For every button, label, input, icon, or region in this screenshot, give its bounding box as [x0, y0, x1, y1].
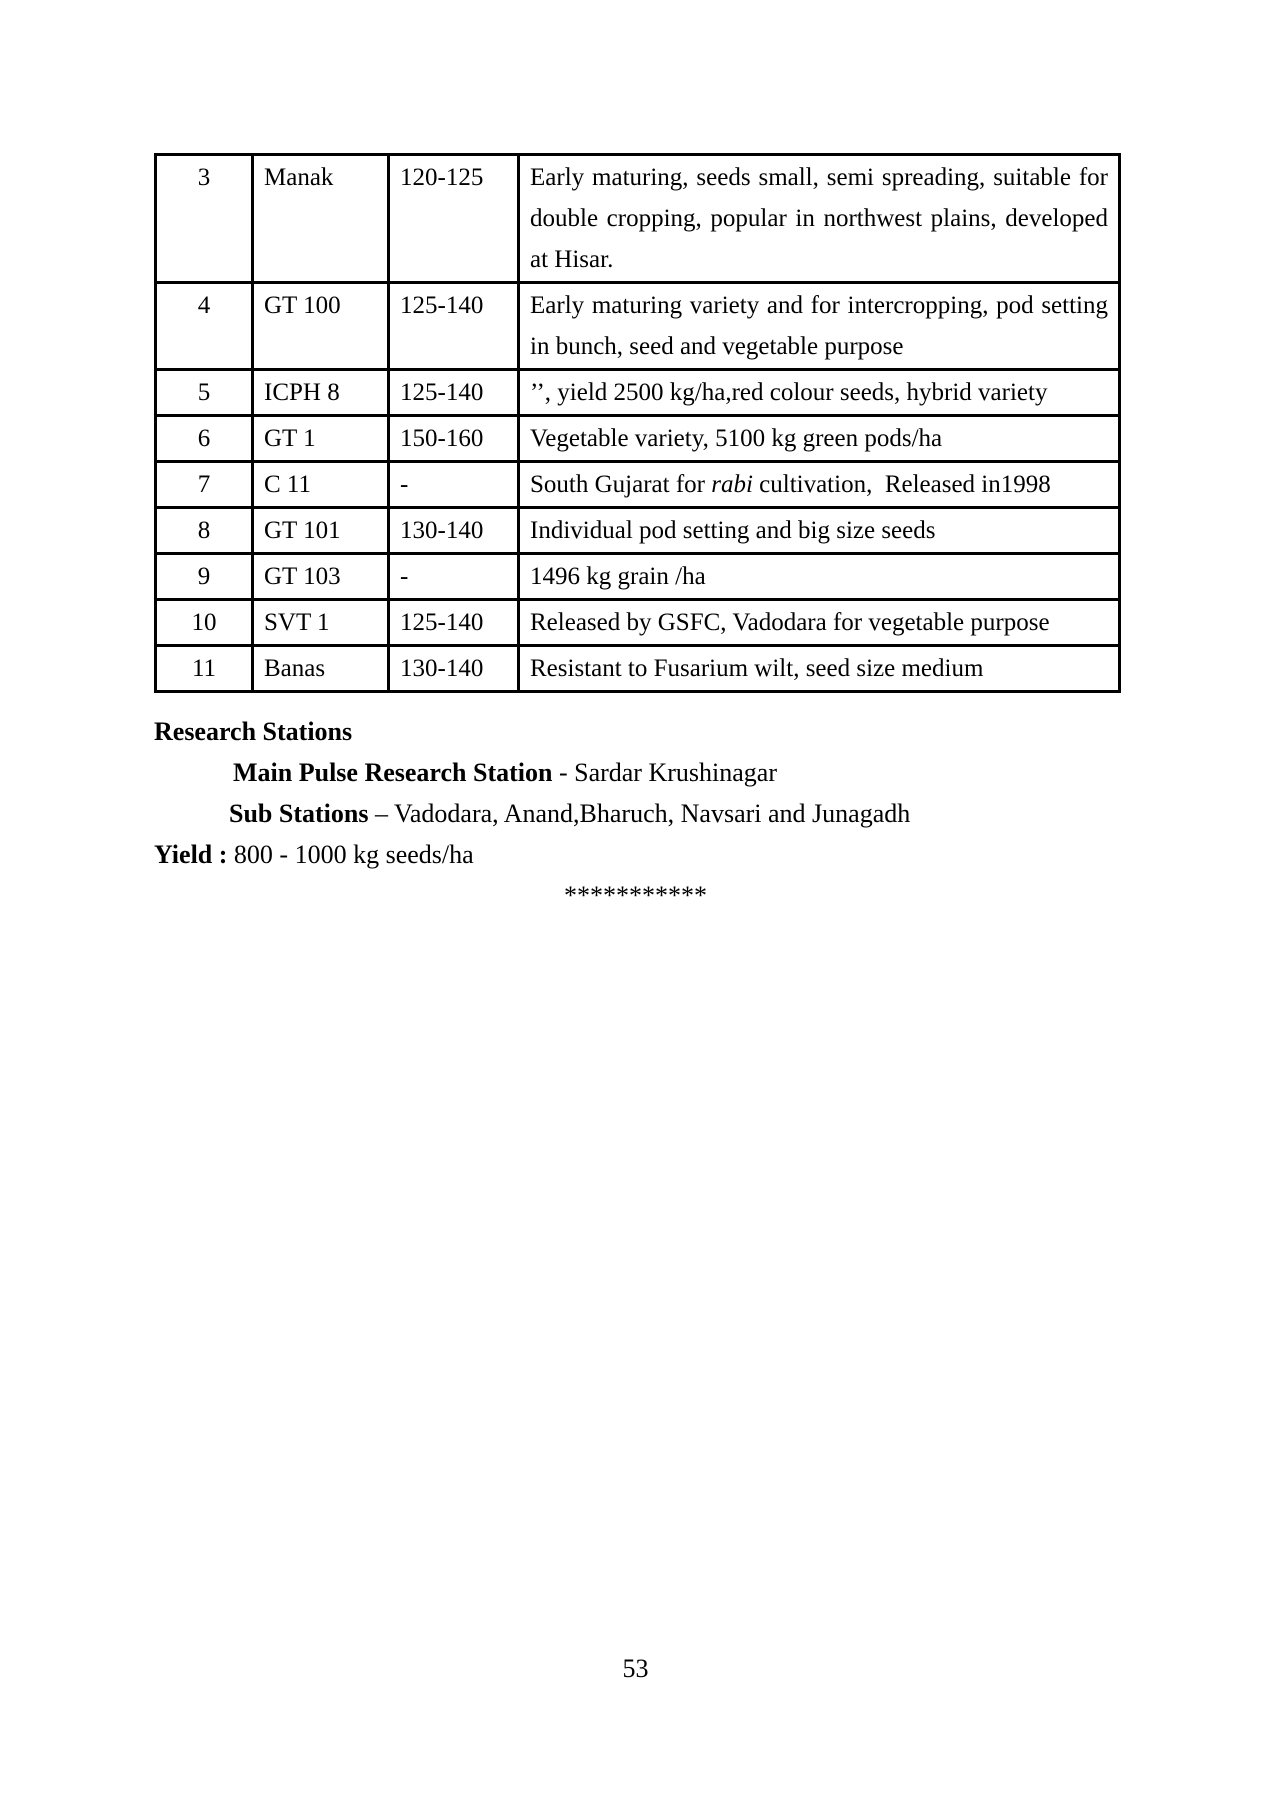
variety-name-cell: Banas [253, 646, 389, 692]
table-row [156, 155, 1120, 283]
duration-cell: 130-140 [389, 508, 519, 554]
main-station-line [154, 752, 1117, 793]
serial-number-cell: 10 [156, 600, 253, 646]
serial-number-cell: 5 [156, 370, 253, 416]
description-cell: Released by GSFC, Vadodara for vegetable purpose [519, 600, 1120, 646]
description-cell: 1496 kg grain /ha [519, 554, 1120, 600]
variety-name-cell: C 11 [253, 462, 389, 508]
page-number: 53 [622, 1654, 649, 1683]
description-cell: Individual pod setting and big size seeds [519, 508, 1120, 554]
description-cell: South Gujarat for rabi cultivation, Released in1998 [519, 462, 1120, 508]
duration-cell: 125-140 [389, 370, 519, 416]
table-row [156, 370, 1120, 416]
main-station-value: - Sardar Krushinagar [552, 758, 777, 787]
sub-stations-value: – Vadodara, Anand,Bharuch, Navsari and Junagadh [368, 799, 911, 828]
serial-number-cell: 8 [156, 508, 253, 554]
description-cell: ’’, yield 2500 kg/ha,red colour seeds, hybrid variety [519, 370, 1120, 416]
table-row [156, 283, 1120, 370]
description-cell: Early maturing variety and for intercropping, pod setting in bunch, seed and vegetable purpose [519, 283, 1120, 370]
research-stations-section [154, 711, 1117, 916]
serial-number-cell: 7 [156, 462, 253, 508]
research-stations-heading [154, 711, 1117, 752]
separator-stars: *********** [564, 881, 707, 910]
table-row [156, 462, 1120, 508]
variety-name-cell: GT 101 [253, 508, 389, 554]
yield-label: Yield : [154, 840, 228, 869]
serial-number-cell: 4 [156, 283, 253, 370]
duration-cell: - [389, 554, 519, 600]
variety-name-cell: GT 100 [253, 283, 389, 370]
serial-number-cell: 6 [156, 416, 253, 462]
duration-cell: 120-125 [389, 155, 519, 283]
italic-term: rabi [711, 471, 753, 498]
duration-cell: - [389, 462, 519, 508]
sub-stations-line [154, 793, 1117, 834]
variety-name-cell: SVT 1 [253, 600, 389, 646]
variety-name-cell: Manak [253, 155, 389, 283]
serial-number-cell: 3 [156, 155, 253, 283]
yield-line [154, 834, 1117, 875]
duration-cell: 130-140 [389, 646, 519, 692]
variety-name-cell: GT 103 [253, 554, 389, 600]
sub-stations-label: Sub Stations [229, 799, 369, 828]
serial-number-cell: 9 [156, 554, 253, 600]
varieties-table-body [156, 155, 1120, 692]
duration-cell: 150-160 [389, 416, 519, 462]
variety-name-cell: ICPH 8 [253, 370, 389, 416]
varieties-table [154, 153, 1121, 693]
serial-number-cell: 11 [156, 646, 253, 692]
table-row [156, 646, 1120, 692]
table-row [156, 508, 1120, 554]
duration-cell: 125-140 [389, 283, 519, 370]
description-cell: Resistant to Fusarium wilt, seed size medium [519, 646, 1120, 692]
research-stations-heading-text: Research Stations [154, 717, 353, 746]
description-cell: Early maturing, seeds small, semi spreading, suitable for double cropping, popular in northwest plains, developed at Hisar. [519, 155, 1120, 283]
table-row [156, 600, 1120, 646]
yield-value: 800 - 1000 kg seeds/ha [227, 840, 474, 869]
description-cell: Vegetable variety, 5100 kg green pods/ha [519, 416, 1120, 462]
duration-cell: 125-140 [389, 600, 519, 646]
variety-name-cell: GT 1 [253, 416, 389, 462]
table-row [156, 416, 1120, 462]
table-row [156, 554, 1120, 600]
main-station-label: Main Pulse Research Station [233, 758, 553, 787]
